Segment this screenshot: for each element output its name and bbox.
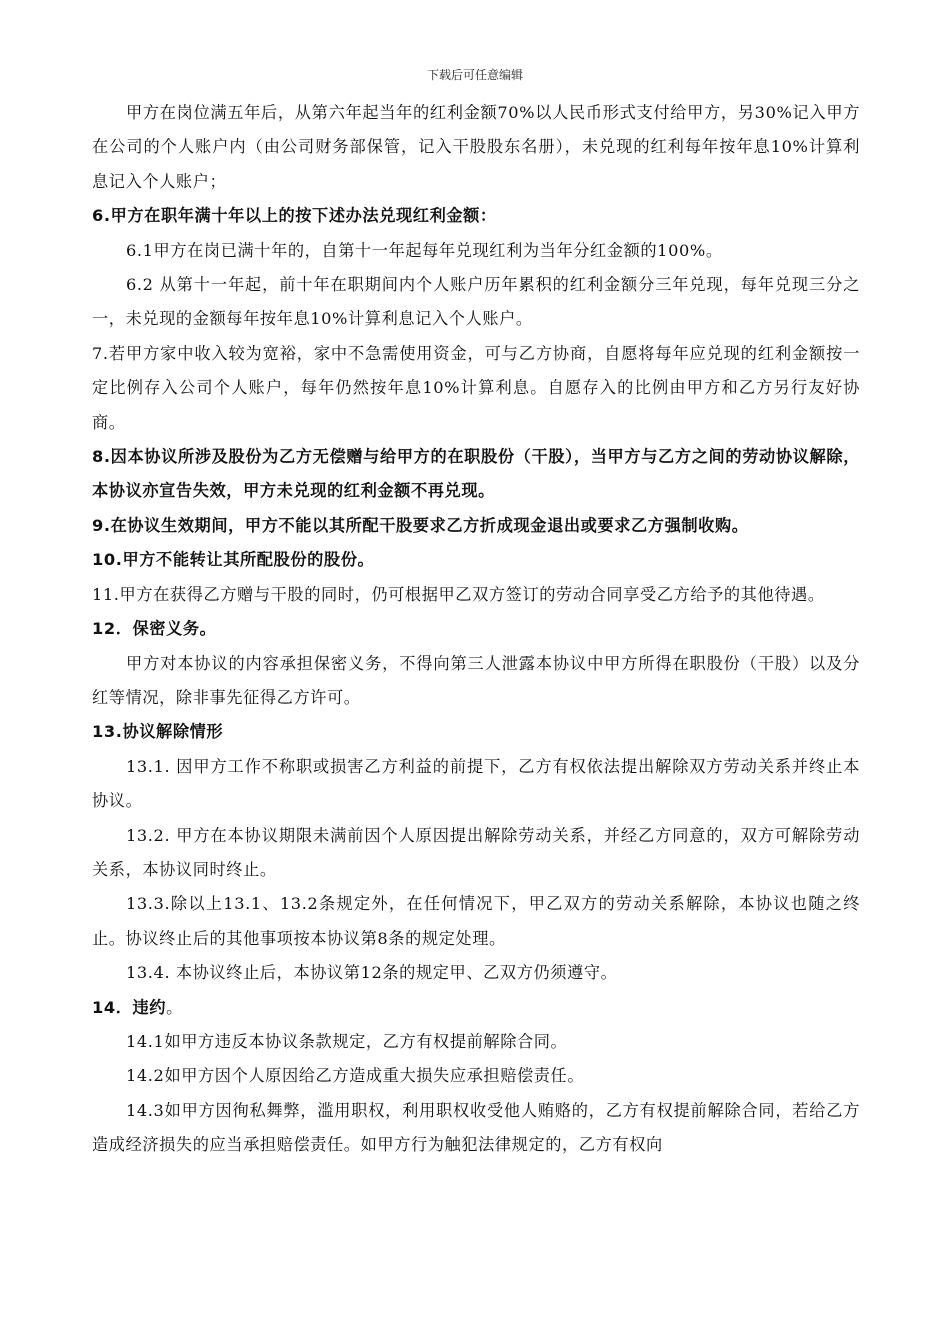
heading-clause-14-period: 。 [166,997,183,1017]
page-header: 下载后可任意编辑 [426,68,523,82]
paragraph-clause-11: 11.甲方在获得乙方赠与干股的同时，仍可根据甲乙双方签订的劳动合同享受乙方给予的其他待遇。 [92,584,825,604]
paragraph-confidentiality: 甲方对本协议的内容承担保密义务，不得向第三人泄露本协议中甲方所得在职股份（干股）以及分红等情况，除非事先征得乙方许可。 [92,653,860,707]
paragraph-clause-10: 10.甲方不能转让其所配股份的股份。 [92,550,375,570]
heading-clause-12: 12．保密义务。 [92,619,217,639]
paragraph-clause-14-3: 14.3如甲方因徇私舞弊，滥用职权，利用职权收受他人贿赂的，乙方有权提前解除合同，若给乙方造成经济损失的应当承担赔偿责任。如甲方行为触犯法律规定的，乙方有权向 [92,1100,860,1155]
heading-clause-6: 6.甲方在职年满十年以上的按下述办法兑现红利金额： [92,206,497,226]
paragraph-clause-6-1: 6.1甲方在岗已满十年的，自第十一年起每年兑现红利为当年分红金额的100%。 [126,240,723,260]
paragraph-dividend-after-five-years: 甲方在岗位满五年后，从第六年起当年的红利金额70%以人民币形式支付给甲方，另30%记入甲方在公司的个人账户内（由公司财务部保管，记入干股股东名册），未兑现的红利每年按年息10%计算利息记入个人账户； [92,103,860,191]
paragraph-clause-13-2: 13.2. 甲方在本协议期限未满前因个人原因提出解除劳动关系，并经乙方同意的，双方可解除劳动关系，本协议同时终止。 [92,825,860,879]
document-body [92,96,860,1163]
paragraph-clause-13-3: 13.3.除以上13.1、13.2条规定外，在任何情况下，甲乙双方的劳动关系解除，本协议也随之终止。协议终止后的其他事项按本协议第8条的规定处理。 [92,894,860,948]
paragraph-clause-13-4: 13.4. 本协议终止后，本协议第12条的规定甲、乙双方仍须遵守。 [126,963,618,983]
paragraph-clause-14-2: 14.2如甲方因个人原因给乙方造成重大损失应承担赔偿责任。 [126,1066,585,1086]
heading-clause-14 [92,991,860,1025]
paragraph-clause-6-2: 6.2 从第十一年起，前十年在职期间内个人账户历年累积的红利金额分三年兑现，每年兑现三分之一，未兑现的金额每年按年息10%计算利息记入个人账户。 [92,275,860,329]
heading-clause-14-label: 14．违约 [92,997,167,1017]
paragraph-clause-8: 8.因本协议所涉及股份为乙方无偿赠与给甲方的在职股份（干股），当甲方与乙方之间的劳动协议解除，本协议亦宣告失效，甲方未兑现的红利金额不再兑现。 [92,447,860,501]
paragraph-clause-14-1: 14.1如甲方违反本协议条款规定，乙方有权提前解除合同。 [126,1031,568,1051]
paragraph-clause-9: 9.在协议生效期间，甲方不能以其所配干股要求乙方折成现金退出或要求乙方强制收购。 [92,515,749,535]
heading-clause-13: 13.协议解除情形 [92,722,224,742]
paragraph-clause-13-1: 13.1. 因甲方工作不称职或损害乙方利益的前提下，乙方有权依法提出解除双方劳动关系并终止本协议。 [92,756,860,811]
paragraph-clause-7: 7.若甲方家中收入较为宽裕，家中不急需使用资金，可与乙方协商，自愿将每年应兑现的红利金额按一定比例存入公司个人账户，每年仍然按年息10%计算利息。自愿存入的比例由甲方和乙方另行友好协商。 [92,343,860,432]
